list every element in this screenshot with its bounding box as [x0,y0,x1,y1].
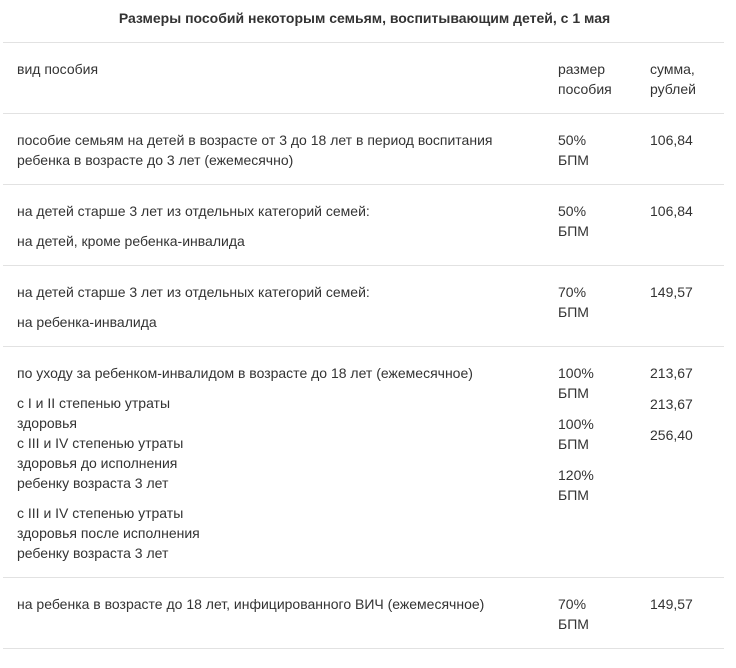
row-sum-value: 106,84 [650,132,693,148]
table-row [3,114,724,185]
row-sum-value: 106,84 [650,203,693,219]
row-type-sub-line: здоровья [17,415,77,431]
row-size-unit: БПМ [558,304,589,320]
row-type-line: на детей старше 3 лет из отдельных категорий семей: [17,284,370,300]
table-row [3,185,724,266]
row-type-sub-line: с I и II степенью утраты [17,395,171,411]
row-type-line: пособие семьям на детей в возрасте от 3 до 18 лет в период воспитания [17,132,493,148]
row-sum-value: 213,67 [650,396,693,412]
table-row [3,578,724,649]
row-size [558,114,650,185]
row-size [558,578,650,649]
row-size-percent: 120% [558,467,594,483]
header-sum [650,43,724,114]
row-size [558,347,650,578]
table-header-row [3,43,724,114]
row-type-sub: на ребенка-инвалида [17,314,157,330]
row-type-sub-line: с III и IV степенью утраты [17,505,184,521]
row-sum-value: 256,40 [650,427,693,443]
row-sum [650,347,724,578]
table-row [3,266,724,347]
row-type-line: на ребенка в возрасте до 18 лет, инфицированного ВИЧ (ежемесячное) [17,596,485,612]
row-type-sub-line: здоровья до исполнения [17,455,178,471]
row-size-percent: 70% [558,284,587,300]
row-size-percent: 50% [558,132,587,148]
row-size-item [558,363,650,403]
header-sum-label-1: сумма, [650,61,695,77]
row-size-percent: 100% [558,416,594,432]
row-type-line: на детей старше 3 лет из отдельных категорий семей: [17,203,370,219]
row-size-unit: БПМ [558,223,589,239]
row-type-sub-line: с III и IV степенью утраты [17,435,184,451]
row-type [3,347,558,578]
row-size-percent: 50% [558,203,587,219]
row-size-unit: БПМ [558,385,589,401]
row-size-item [558,465,650,505]
row-size-item [558,414,650,454]
row-type-line: ребенка в возрасте до 3 лет (ежемесячно) [17,152,294,168]
benefits-table [3,42,724,649]
row-type [3,185,558,266]
header-type [3,43,558,114]
row-sum [650,114,724,185]
row-type [3,266,558,347]
row-size [558,266,650,347]
row-size-unit: БПМ [558,436,589,452]
header-size [558,43,650,114]
header-size-label-1: размер [558,61,606,77]
row-size-unit: БПМ [558,616,589,632]
row-type-sub-line: здоровья после исполнения [17,525,200,541]
row-type [3,114,558,185]
page-title: Размеры пособий некоторым семьям, воспитывающим детей, с 1 мая [118,10,611,26]
row-size-unit: БПМ [558,487,589,503]
row-size [558,185,650,266]
header-type-label: вид пособия [17,61,99,77]
row-type-sub-line: ребенку возраста 3 лет [17,475,169,491]
row-sum-value: 213,67 [650,365,693,381]
row-type [3,578,558,649]
row-sum [650,578,724,649]
row-size-percent: 70% [558,596,587,612]
row-type-line: по уходу за ребенком-инвалидом в возрасте до 18 лет (ежемесячное) [17,365,473,381]
row-sum [650,185,724,266]
row-type-sub-blocks [17,393,558,563]
row-sum [650,266,724,347]
row-size-percent: 100% [558,365,594,381]
row-type-sub: на детей, кроме ребенка-инвалида [17,233,245,249]
table-row [3,347,724,578]
header-sum-label-2: рублей [650,81,696,97]
row-size-unit: БПМ [558,152,589,168]
row-sum-value: 149,57 [650,284,693,300]
header-size-label-2: пособия [558,81,612,97]
row-sum-value: 149,57 [650,596,693,612]
row-type-sub-block [17,503,558,563]
row-type-sub-line: ребенку возраста 3 лет [17,545,169,561]
row-type-sub-block [17,393,558,493]
